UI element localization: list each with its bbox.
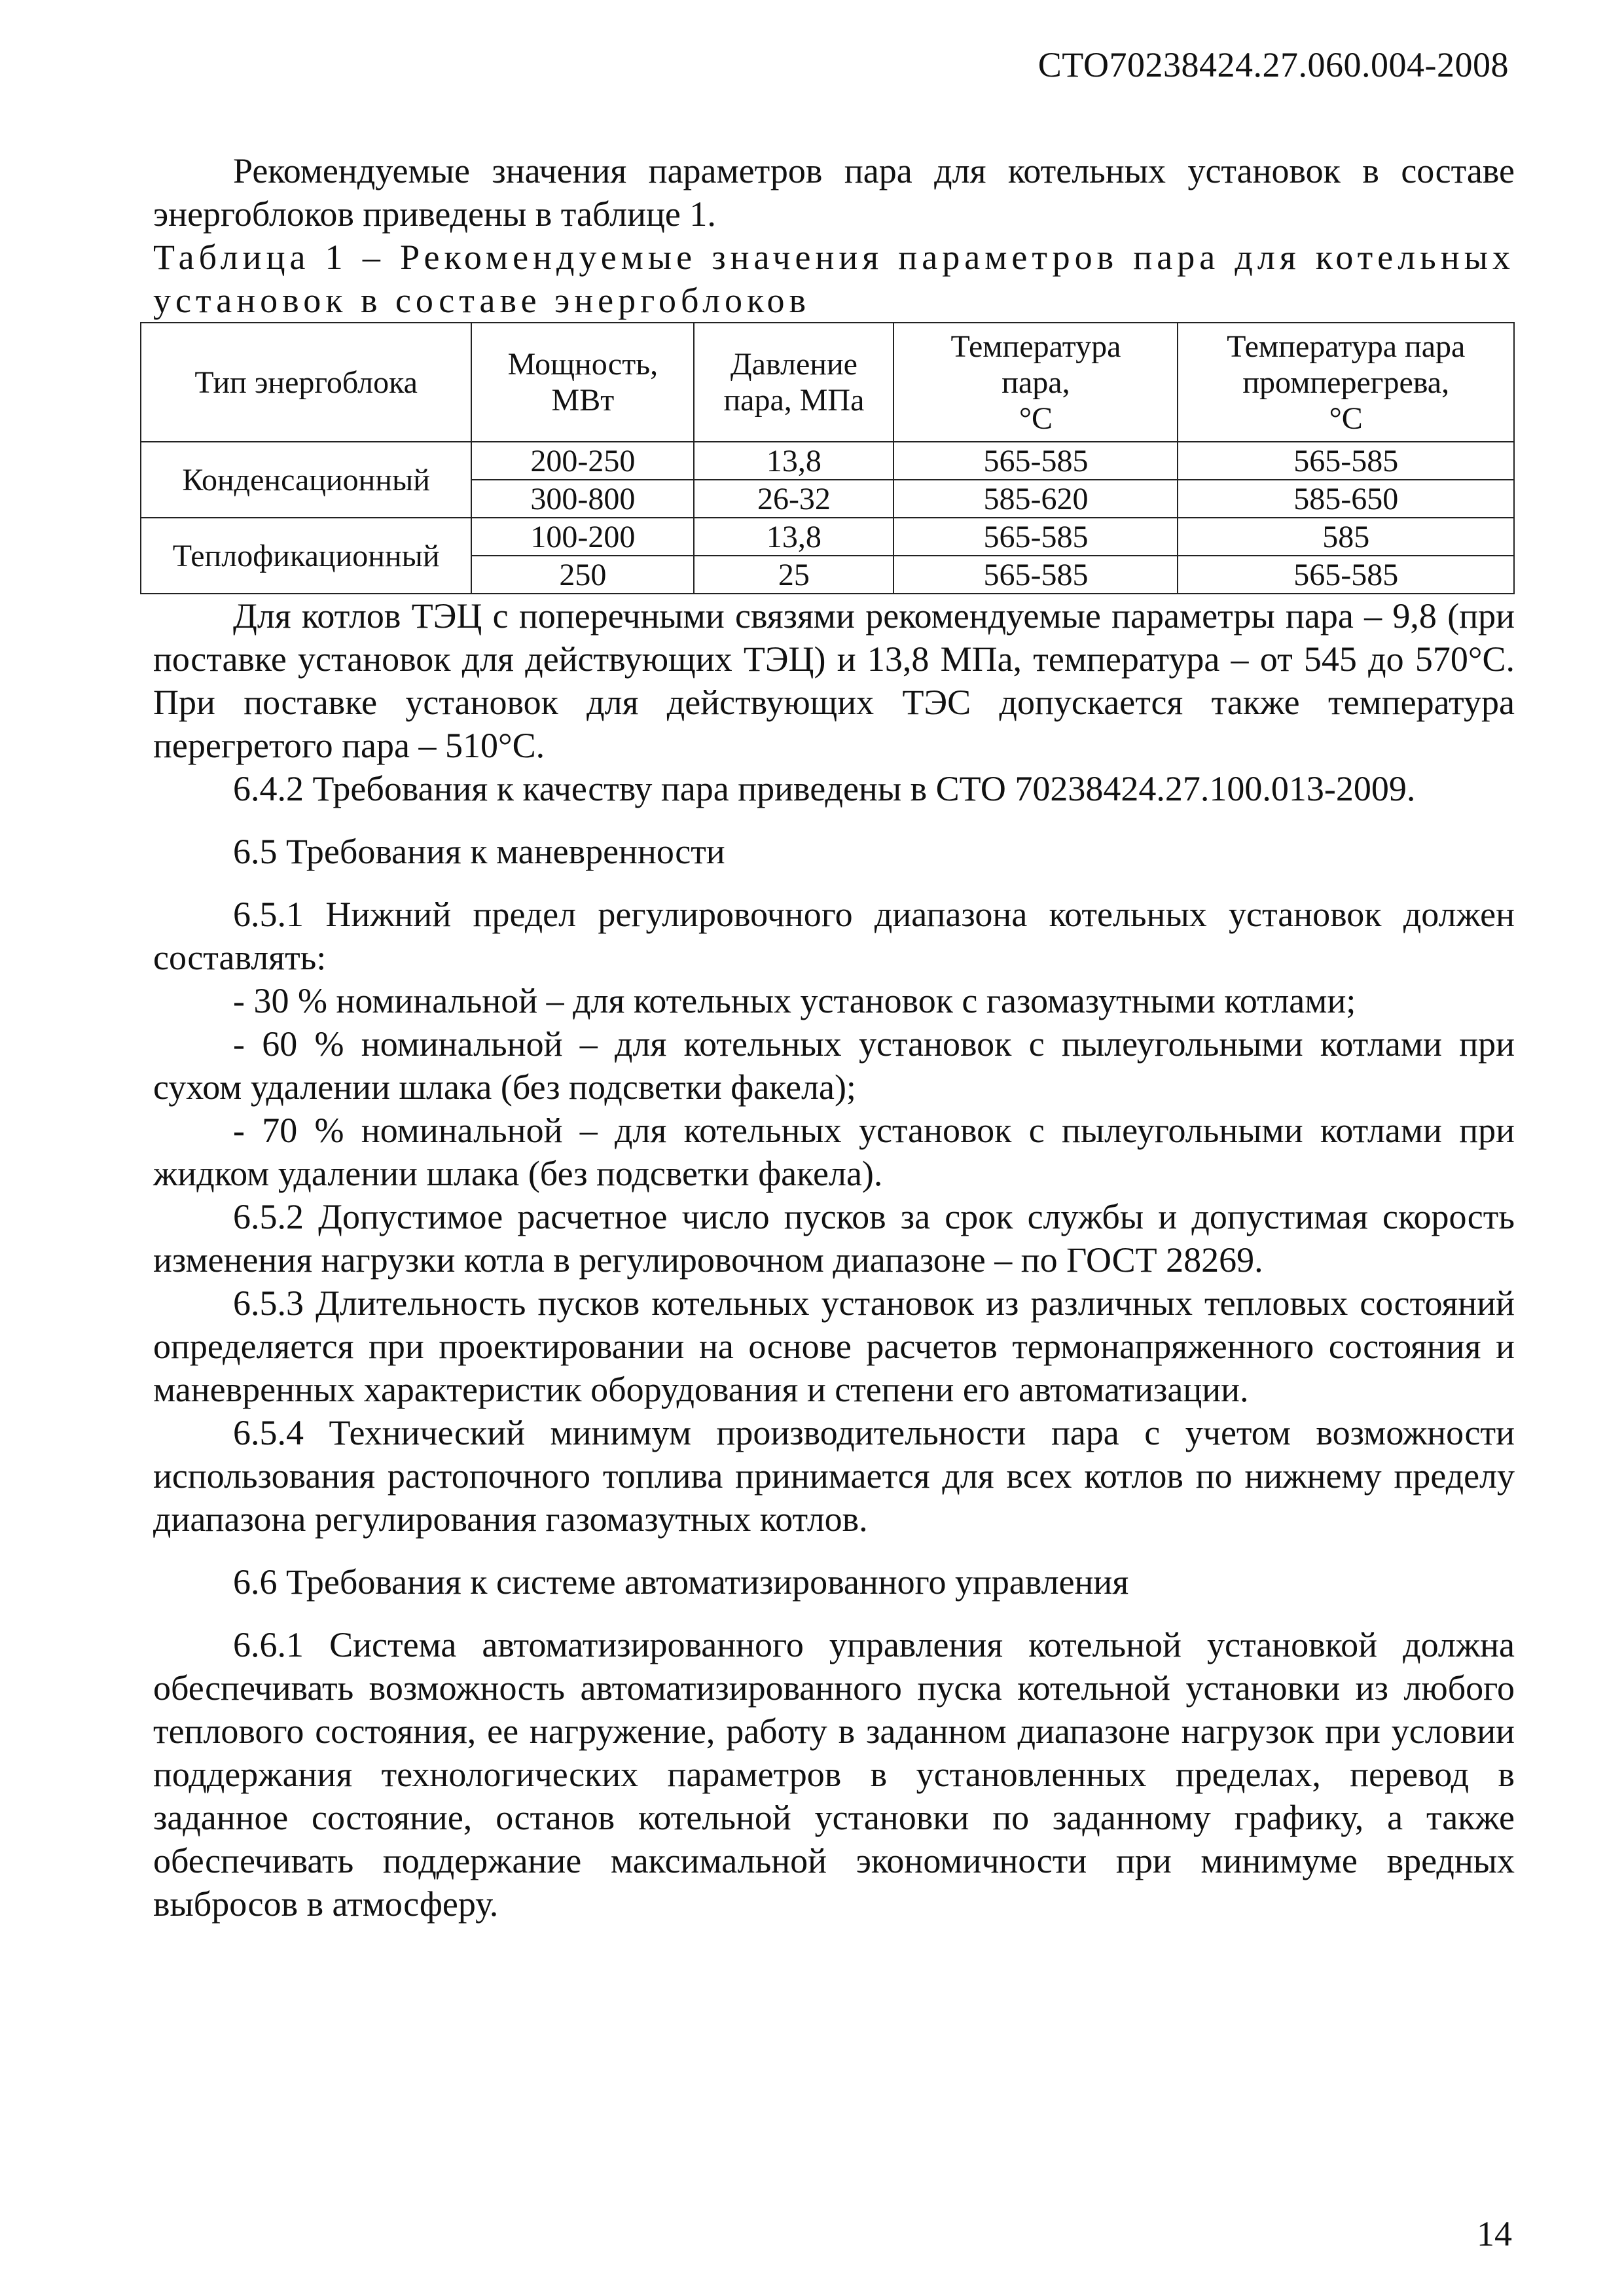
paragraph-6-5-4: 6.5.4 Технический минимум производительности пара с учетом возможности использования растопочного топлива принимается для всех котлов по нижнему пределу диапазона регулирования газомазутных котлов. bbox=[153, 1413, 1515, 1539]
paragraph-6-5-2: 6.5.2 Допустимое расчетное число пусков за срок службы и допустимая скорость изменения нагрузки котла в регулировочном диапазоне – по ГОСТ 28269. bbox=[153, 1197, 1515, 1280]
cell-pressure: 25 bbox=[694, 556, 893, 594]
cell-power: 300-800 bbox=[471, 480, 694, 518]
section-heading-6-6: 6.6 Требования к системе автоматизированного управления bbox=[233, 1562, 1129, 1602]
cell-pressure: 26-32 bbox=[694, 480, 893, 518]
cell-temperature: 565-585 bbox=[893, 442, 1178, 480]
col-header-power: Мощность, МВт bbox=[471, 323, 694, 442]
document-code: СТО70238424.27.060.004-2008 bbox=[1038, 45, 1509, 84]
paragraph-6-5-1: 6.5.1 Нижний предел регулировочного диапазона котельных установок должен составлять: bbox=[153, 895, 1515, 977]
cell-reheat-temperature: 565-585 bbox=[1178, 442, 1514, 480]
list-item: - 60 % номинальной – для котельных установок с пылеугольными котлами при сухом удалении шлака (без подсветки факела); bbox=[153, 1024, 1515, 1107]
cell-temperature: 565-585 bbox=[893, 556, 1178, 594]
cell-temperature: 585-620 bbox=[893, 480, 1178, 518]
cell-reheat-temperature: 585 bbox=[1178, 518, 1514, 556]
cell-temperature: 565-585 bbox=[893, 518, 1178, 556]
page-number: 14 bbox=[1477, 2214, 1512, 2253]
section-heading-6-5: 6.5 Требования к маневренности bbox=[233, 832, 725, 871]
table-row bbox=[141, 442, 1514, 480]
table-caption: Таблица 1 – Рекомендуемые значения параметров пара для котельных установок в составе энергоблоков bbox=[153, 238, 1515, 320]
table-header-row bbox=[141, 323, 1514, 442]
cell-unit-type: Конденсационный bbox=[141, 442, 471, 518]
page-content bbox=[153, 149, 1515, 1926]
cell-pressure: 13,8 bbox=[694, 518, 893, 556]
cell-power: 250 bbox=[471, 556, 694, 594]
col-header-type: Тип энергоблока bbox=[141, 323, 471, 442]
paragraph-6-6-1: 6.6.1 Система автоматизированного управления котельной установкой должна обеспечивать возможность автоматизированного пуска котельной установки из любого теплового состояния, ее нагружение, работу в заданном диапазоне нагрузок при условии поддержания технологических параметров в установленных пределах, перевод в заданное состояние, останов котельной установки по заданному графику, а также обеспечивать поддержание максимальной экономичности при минимуме вредных выбросов в атмосферу. bbox=[153, 1625, 1515, 1924]
intro-paragraph: Рекомендуемые значения параметров пара для котельных установок в составе энергоблоков приведены в таблице 1. bbox=[153, 151, 1515, 234]
list-item: - 70 % номинальной – для котельных установок с пылеугольными котлами при жидком удалении шлака (без подсветки факела). bbox=[153, 1111, 1515, 1193]
steam-parameters-table bbox=[140, 322, 1515, 594]
paragraph-tec-parameters: Для котлов ТЭЦ с поперечными связями рекомендуемые параметры пара – 9,8 (при поставке установок для действующих ТЭЦ) и 13,8 МПа, температура – от 545 до 570°С. При поставке установок для действующих ТЭС допускается также температура перегретого пара – 510°С. bbox=[153, 596, 1515, 765]
cell-reheat-temperature: 585-650 bbox=[1178, 480, 1514, 518]
cell-power: 100-200 bbox=[471, 518, 694, 556]
cell-reheat-temperature: 565-585 bbox=[1178, 556, 1514, 594]
col-header-pressure: Давление пара, МПа bbox=[694, 323, 893, 442]
col-header-temperature: Температура пара, °С bbox=[893, 323, 1178, 442]
cell-power: 200-250 bbox=[471, 442, 694, 480]
table-row bbox=[141, 518, 1514, 556]
list-item: - 30 % номинальной – для котельных установок с газомазутными котлами; bbox=[233, 981, 1356, 1020]
paragraph-6-5-3: 6.5.3 Длительность пусков котельных установок из различных тепловых состояний определяется при проектировании на основе расчетов термонапряженного состояния и маневренных характеристик оборудования и степени его автоматизации. bbox=[153, 1283, 1515, 1409]
cell-pressure: 13,8 bbox=[694, 442, 893, 480]
paragraph-6-4-2: 6.4.2 Требования к качеству пара приведены в СТО 70238424.27.100.013-2009. bbox=[233, 769, 1416, 808]
col-header-reheat-temperature: Температура пара промперегрева, °С bbox=[1178, 323, 1514, 442]
cell-unit-type: Теплофикационный bbox=[141, 518, 471, 594]
